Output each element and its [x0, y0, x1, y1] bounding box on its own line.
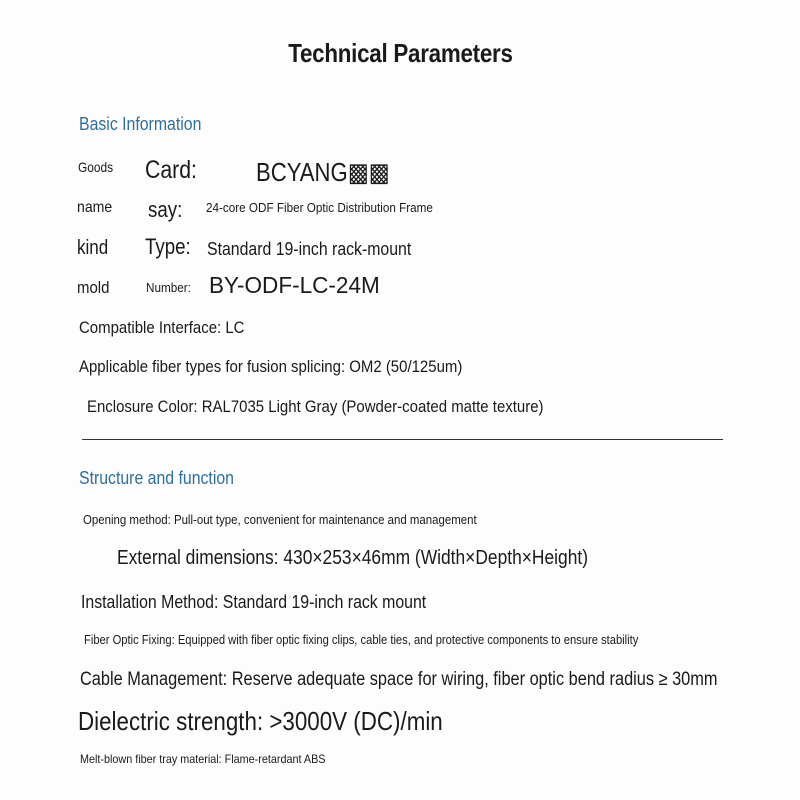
- row-sub-number: Number:: [146, 280, 191, 295]
- spec-fiber-optic-fixing: Fiber Optic Fixing: Equipped with fiber optic fixing clips, cable ties, and protective components to ensure stability: [84, 632, 639, 647]
- spec-fiber-tray-material: Melt-blown fiber tray material: Flame-retardant ABS: [80, 752, 326, 766]
- spec-enclosure-color: Enclosure Color: RAL7035 Light Gray (Powder-coated matte texture): [87, 397, 544, 416]
- section-heading-structure: Structure and function: [79, 468, 234, 488]
- row-label-mold: mold: [77, 278, 110, 297]
- spec-dielectric-strength: Dielectric strength: >3000V (DC)/min: [78, 706, 443, 736]
- spec-fiber-types: Applicable fiber types for fusion splicing: OM2 (50/125um): [79, 357, 463, 376]
- row-sub-card: Card:: [145, 156, 197, 184]
- section-heading-basic: Basic Information: [79, 114, 202, 134]
- row-sub-type: Type:: [145, 234, 191, 259]
- row-value-brand: BCYANG▩▩: [256, 157, 390, 187]
- page-title: Technical Parameters: [287, 38, 513, 68]
- row-label-kind: kind: [77, 237, 109, 259]
- spec-cable-management: Cable Management: Reserve adequate space for wiring, fiber optic bend radius ≥ 30mm: [80, 669, 718, 690]
- section-divider: [82, 439, 723, 440]
- row-value-model-number: BY-ODF-LC-24M: [209, 272, 380, 298]
- row-value-product-name: 24-core ODF Fiber Optic Distribution Frame: [206, 200, 433, 215]
- spec-opening-method: Opening method: Pull-out type, convenient for maintenance and management: [83, 512, 477, 527]
- row-label-goods: Goods: [78, 159, 114, 175]
- row-sub-say: say:: [148, 197, 183, 222]
- spec-installation-method: Installation Method: Standard 19-inch rack mount: [81, 592, 427, 612]
- row-label-name: name: [77, 199, 113, 216]
- spec-external-dimensions: External dimensions: 430×253×46mm (Width×Depth×Height): [117, 547, 589, 569]
- row-value-type: Standard 19-inch rack-mount: [207, 239, 412, 259]
- spec-compatible-interface: Compatible Interface: LC: [79, 318, 245, 337]
